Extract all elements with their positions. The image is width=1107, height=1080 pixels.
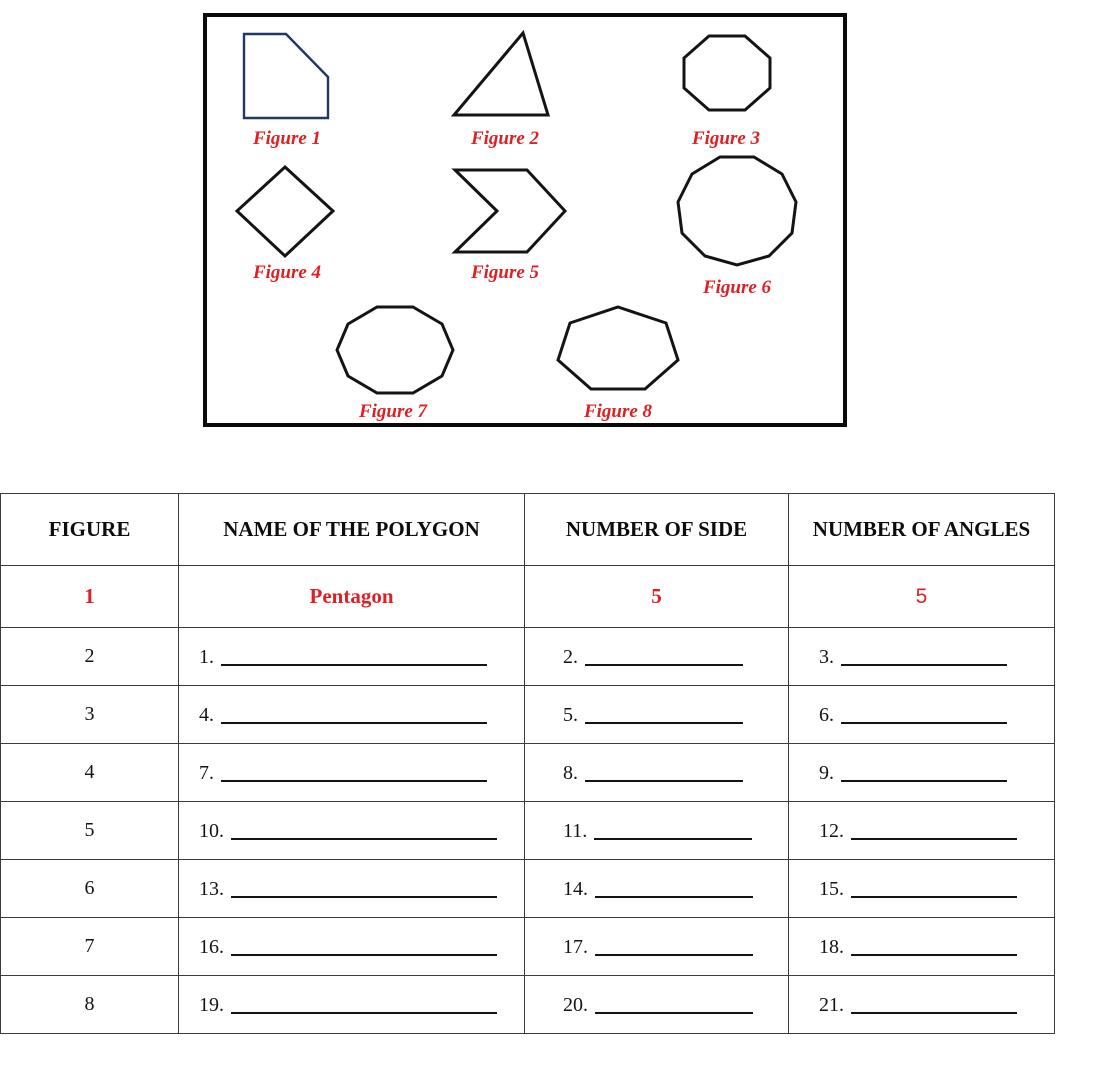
- blank-number: 15.: [819, 877, 844, 900]
- blank-number: 12.: [819, 819, 844, 842]
- col-header-angles: NUMBER OF ANGLES: [789, 494, 1055, 566]
- figure-3-octagon-shape: [684, 36, 770, 110]
- figure-5-chevron-shape: [455, 170, 565, 252]
- name-answer-blank[interactable]: [221, 706, 487, 724]
- example-figure-number: 1: [1, 566, 179, 628]
- polygon-shapes-canvas: [207, 17, 843, 423]
- figure-6-label: Figure 6: [702, 277, 772, 298]
- figure-8-heptagon-shape: [558, 307, 678, 389]
- angles-answer-blank[interactable]: [851, 822, 1017, 840]
- blank-number: 4.: [199, 703, 214, 726]
- figure-6-hendecagon-shape: [678, 157, 796, 265]
- polygon-worksheet-table: [0, 493, 1055, 1034]
- figure-number-cell: 6: [1, 860, 179, 918]
- angles-answer-blank[interactable]: [841, 764, 1007, 782]
- sides-answer-blank[interactable]: [595, 880, 753, 898]
- blank-number: 18.: [819, 935, 844, 958]
- name-answer-blank[interactable]: [231, 938, 497, 956]
- blank-number: 3.: [819, 645, 834, 668]
- sides-answer-blank[interactable]: [585, 764, 743, 782]
- figure-number-cell: 7: [1, 918, 179, 976]
- blank-number: 9.: [819, 761, 834, 784]
- figure-4-label: Figure 4: [252, 262, 322, 283]
- name-answer-blank[interactable]: [221, 764, 487, 782]
- blank-number: 5.: [563, 703, 578, 726]
- figure-2-label: Figure 2: [470, 128, 540, 149]
- figure-4-rhombus-shape: [237, 167, 333, 256]
- figure-7-decagon-shape: [337, 307, 453, 393]
- angles-answer-blank[interactable]: [841, 706, 1007, 724]
- blank-number: 20.: [563, 993, 588, 1016]
- blank-number: 8.: [563, 761, 578, 784]
- name-answer-blank[interactable]: [231, 822, 497, 840]
- figure-1-label: Figure 1: [252, 128, 322, 149]
- figure-number-cell: 3: [1, 686, 179, 744]
- angles-answer-blank[interactable]: [851, 996, 1017, 1014]
- blank-number: 21.: [819, 993, 844, 1016]
- figure-8-label: Figure 8: [583, 401, 653, 422]
- figure-number-cell: 4: [1, 744, 179, 802]
- blank-number: 19.: [199, 993, 224, 1016]
- col-header-sides: NUMBER OF SIDE: [525, 494, 789, 566]
- table-row-figure-4: [1, 744, 1055, 802]
- example-angles-value: 5: [789, 566, 1055, 628]
- table-row-figure-5: [1, 802, 1055, 860]
- table-header-row: [1, 494, 1055, 566]
- table-row-figure-6: [1, 860, 1055, 918]
- polygon-figures-panel: [203, 13, 847, 427]
- blank-number: 13.: [199, 877, 224, 900]
- example-polygon-name: Pentagon: [179, 566, 525, 628]
- blank-number: 16.: [199, 935, 224, 958]
- blank-number: 17.: [563, 935, 588, 958]
- figure-number-cell: 5: [1, 802, 179, 860]
- angles-answer-blank[interactable]: [851, 938, 1017, 956]
- figure-7-label: Figure 7: [358, 401, 428, 422]
- figure-3-label: Figure 3: [691, 128, 761, 149]
- figure-number-cell: 8: [1, 976, 179, 1034]
- col-header-figure: FIGURE: [1, 494, 179, 566]
- blank-number: 14.: [563, 877, 588, 900]
- table-row-figure-2: [1, 628, 1055, 686]
- blank-number: 2.: [563, 645, 578, 668]
- col-header-name: NAME OF THE POLYGON: [179, 494, 525, 566]
- blank-number: 7.: [199, 761, 214, 784]
- sides-answer-blank[interactable]: [595, 938, 753, 956]
- name-answer-blank[interactable]: [231, 996, 497, 1014]
- figure-number-cell: 2: [1, 628, 179, 686]
- sides-answer-blank[interactable]: [585, 706, 743, 724]
- figure-5-label: Figure 5: [470, 262, 540, 283]
- figure-1-pentagon-shape: [244, 34, 328, 118]
- table-row-example: [1, 566, 1055, 628]
- table-row-figure-7: [1, 918, 1055, 976]
- table-row-figure-8: [1, 976, 1055, 1034]
- angles-answer-blank[interactable]: [851, 880, 1017, 898]
- example-sides-value: 5: [525, 566, 789, 628]
- table-row-figure-3: [1, 686, 1055, 744]
- sides-answer-blank[interactable]: [594, 822, 752, 840]
- name-answer-blank[interactable]: [231, 880, 497, 898]
- name-answer-blank[interactable]: [221, 648, 487, 666]
- blank-number: 1.: [199, 645, 214, 668]
- angles-answer-blank[interactable]: [841, 648, 1007, 666]
- blank-number: 6.: [819, 703, 834, 726]
- blank-number: 11.: [563, 819, 588, 842]
- blank-number: 10.: [199, 819, 224, 842]
- sides-answer-blank[interactable]: [585, 648, 743, 666]
- sides-answer-blank[interactable]: [595, 996, 753, 1014]
- figure-2-triangle-shape: [454, 33, 548, 115]
